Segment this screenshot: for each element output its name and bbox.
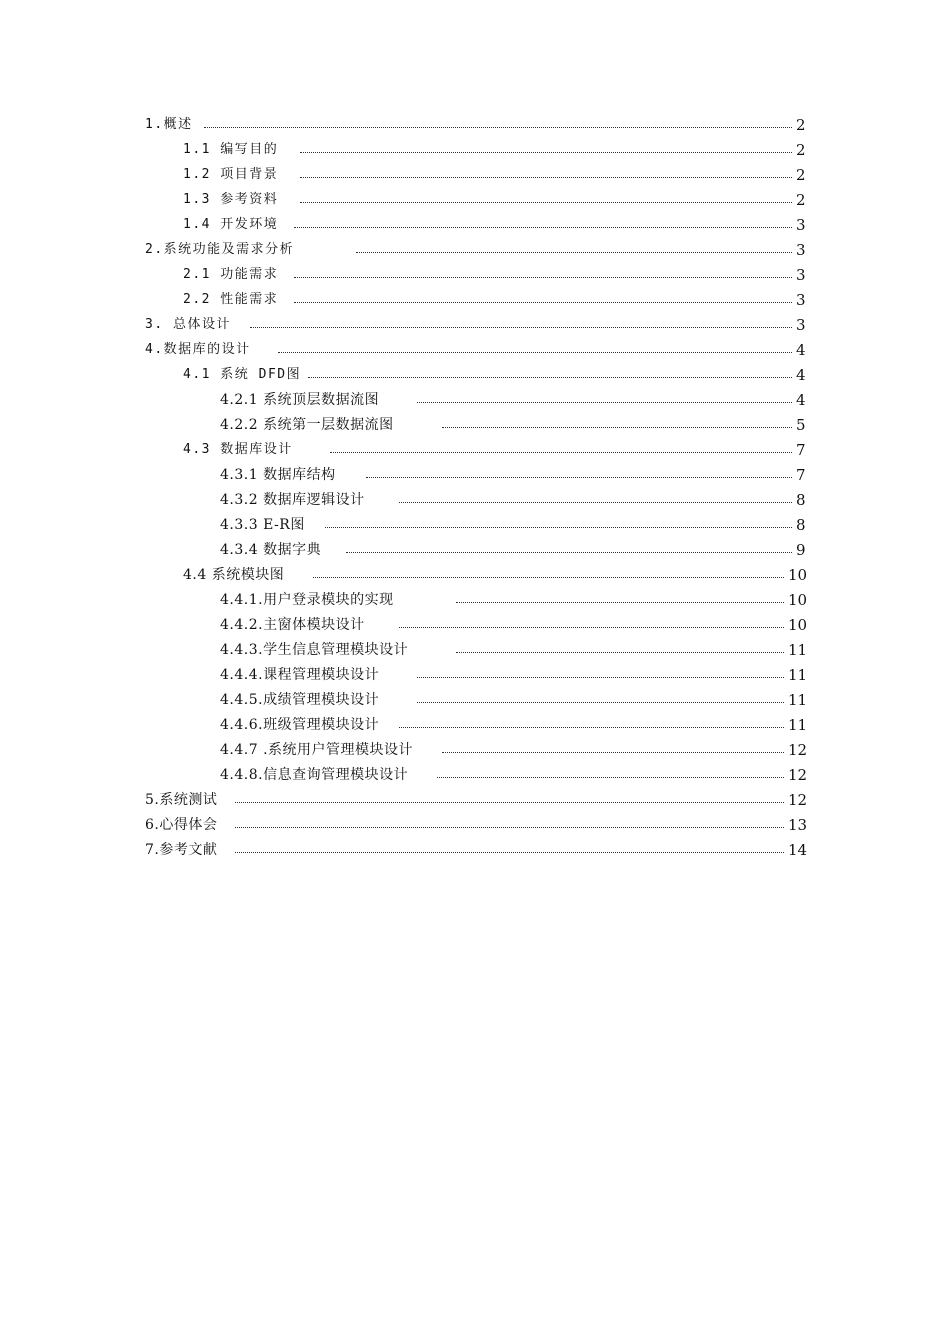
toc-entry-page: 2: [796, 141, 806, 159]
toc-entry-page: 10: [788, 566, 808, 584]
dot-leader: [442, 752, 784, 753]
toc-entry-label: 4.数据库的设计: [145, 342, 251, 357]
toc-entry-label: 4.3.1 数据库结构: [220, 467, 336, 483]
table-of-contents: [0, 113, 950, 863]
toc-entry[interactable]: [0, 463, 950, 488]
dot-leader: [346, 552, 792, 553]
toc-entry-page: 4: [796, 366, 806, 384]
toc-entry-page: 12: [788, 741, 808, 759]
toc-entry[interactable]: [0, 788, 950, 813]
toc-entry-page: 11: [788, 641, 808, 659]
toc-entry[interactable]: [0, 538, 950, 563]
dot-leader: [204, 127, 792, 128]
toc-entry-label: 4.3.3 E-R图: [220, 517, 305, 533]
toc-entry-label: 3. 总体设计: [145, 317, 231, 332]
toc-entry-page: 10: [788, 616, 808, 634]
toc-entry-page: 3: [796, 316, 806, 334]
toc-entry-label: 4.4.7 .系统用户管理模块设计: [220, 742, 414, 758]
toc-entry-label: 4.4.4.课程管理模块设计: [220, 667, 380, 683]
toc-entry-page: 8: [796, 516, 806, 534]
dot-leader: [235, 802, 784, 803]
toc-entry-label: 4.1 系统 DFD图: [183, 367, 302, 382]
toc-entry[interactable]: [0, 238, 950, 263]
toc-entry-page: 3: [796, 266, 806, 284]
toc-entry-label: 1.概述: [145, 117, 193, 132]
toc-entry-page: 2: [796, 191, 806, 209]
toc-entry[interactable]: [0, 763, 950, 788]
toc-entry-label: 4.2.2 系统第一层数据流图: [220, 417, 394, 433]
toc-entry[interactable]: [0, 263, 950, 288]
toc-entry-label: 1.2 项目背景: [183, 167, 279, 182]
toc-entry[interactable]: [0, 688, 950, 713]
dot-leader: [442, 427, 792, 428]
dot-leader: [300, 152, 792, 153]
toc-entry-page: 9: [796, 541, 806, 559]
dot-leader: [294, 227, 792, 228]
toc-entry-page: 2: [796, 116, 806, 134]
dot-leader: [294, 302, 792, 303]
toc-entry[interactable]: [0, 338, 950, 363]
toc-entry[interactable]: [0, 388, 950, 413]
toc-entry-page: 7: [796, 441, 806, 459]
toc-entry-page: 2: [796, 166, 806, 184]
toc-entry-page: 13: [788, 816, 808, 834]
toc-entry-page: 3: [796, 241, 806, 259]
toc-entry-label: 4.4.3.学生信息管理模块设计: [220, 642, 409, 658]
dot-leader: [300, 177, 792, 178]
toc-entry[interactable]: [0, 363, 950, 388]
dot-leader: [417, 677, 784, 678]
toc-entry-label: 2.2 性能需求: [183, 292, 279, 307]
toc-entry-label: 4.3 数据库设计: [183, 442, 293, 457]
toc-entry-page: 5: [796, 416, 806, 434]
toc-entry-label: 4.4.8.信息查询管理模块设计: [220, 767, 409, 783]
toc-entry-page: 4: [796, 391, 806, 409]
toc-entry[interactable]: [0, 663, 950, 688]
dot-leader: [399, 627, 784, 628]
dot-leader: [308, 377, 792, 378]
dot-leader: [325, 527, 792, 528]
dot-leader: [250, 327, 792, 328]
toc-entry-label: 4.4.6.班级管理模块设计: [220, 717, 380, 733]
toc-entry[interactable]: [0, 488, 950, 513]
dot-leader: [456, 602, 784, 603]
toc-entry[interactable]: [0, 138, 950, 163]
toc-entry-label: 4.4 系统模块图: [183, 567, 285, 583]
toc-entry[interactable]: [0, 213, 950, 238]
toc-entry[interactable]: [0, 738, 950, 763]
toc-entry-label: 1.1 编写目的: [183, 142, 279, 157]
toc-entry-label: 1.3 参考资料: [183, 192, 279, 207]
toc-entry[interactable]: [0, 313, 950, 338]
toc-entry-label: 4.2.1 系统顶层数据流图: [220, 392, 380, 408]
toc-entry-page: 11: [788, 716, 808, 734]
dot-leader: [399, 727, 784, 728]
toc-entry[interactable]: [0, 188, 950, 213]
dot-leader: [417, 402, 792, 403]
dot-leader: [417, 702, 784, 703]
toc-entry-page: 14: [788, 841, 808, 859]
toc-entry-page: 7: [796, 466, 806, 484]
dot-leader: [330, 452, 792, 453]
toc-entry-label: 1.4 开发环境: [183, 217, 279, 232]
toc-entry-label: 6.心得体会: [145, 817, 218, 833]
toc-entry[interactable]: [0, 838, 950, 863]
toc-entry-page: 11: [788, 666, 808, 684]
toc-entry-page: 3: [796, 216, 806, 234]
dot-leader: [456, 652, 784, 653]
toc-entry[interactable]: [0, 563, 950, 588]
toc-entry-label: 2.1 功能需求: [183, 267, 279, 282]
dot-leader: [356, 252, 792, 253]
dot-leader: [235, 827, 784, 828]
toc-entry-page: 4: [796, 341, 806, 359]
toc-entry-label: 2.系统功能及需求分析: [145, 242, 295, 257]
dot-leader: [235, 852, 784, 853]
toc-entry-page: 12: [788, 766, 808, 784]
dot-leader: [300, 202, 792, 203]
dot-leader: [399, 502, 792, 503]
toc-entry-label: 4.3.4 数据字典: [220, 542, 322, 558]
toc-entry-label: 4.4.1.用户登录模块的实现: [220, 592, 394, 608]
toc-entry-page: 12: [788, 791, 808, 809]
toc-entry[interactable]: [0, 588, 950, 613]
toc-entry-label: 5.系统测试: [145, 792, 218, 808]
toc-entry[interactable]: [0, 613, 950, 638]
dot-leader: [366, 477, 792, 478]
toc-entry[interactable]: [0, 163, 950, 188]
toc-entry-page: 3: [796, 291, 806, 309]
toc-entry-label: 4.4.2.主窗体模块设计: [220, 617, 365, 633]
toc-entry-label: 7.参考文献: [145, 842, 218, 858]
toc-entry-label: 4.4.5.成绩管理模块设计: [220, 692, 380, 708]
dot-leader: [278, 352, 792, 353]
dot-leader: [313, 577, 784, 578]
toc-entry[interactable]: [0, 438, 950, 463]
toc-entry[interactable]: [0, 413, 950, 438]
toc-entry-page: 8: [796, 491, 806, 509]
toc-entry-page: 10: [788, 591, 808, 609]
toc-entry-page: 11: [788, 691, 808, 709]
toc-entry[interactable]: [0, 113, 950, 138]
dot-leader: [437, 777, 784, 778]
toc-entry[interactable]: [0, 513, 950, 538]
toc-entry[interactable]: [0, 813, 950, 838]
toc-entry[interactable]: [0, 713, 950, 738]
dot-leader: [294, 277, 792, 278]
toc-entry[interactable]: [0, 638, 950, 663]
toc-entry-label: 4.3.2 数据库逻辑设计: [220, 492, 365, 508]
toc-entry[interactable]: [0, 288, 950, 313]
